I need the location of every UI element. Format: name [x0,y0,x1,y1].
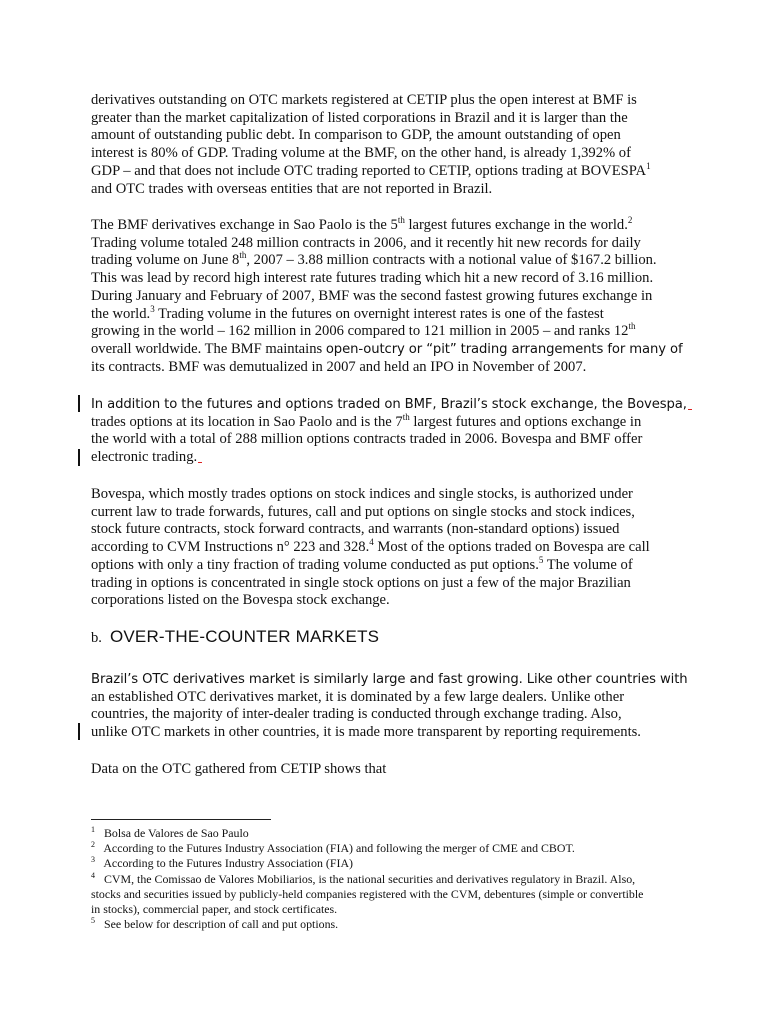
footnote-4-continued: in stocks), commercial paper, and stock certificates. [91,902,338,917]
text-segment: trading volume on June 8 [91,252,240,269]
text-line: During January and February of 2007, BMF was the second fastest growing futures exchange in [91,287,653,304]
paragraph-cetip-data [91,761,691,779]
footnote-text: According to the Futures Industry Association (FIA) [103,856,353,871]
text-line [91,323,691,341]
paragraph-bovespa-authorization [91,486,691,610]
section-title: OVER-THE-COUNTER MARKETS [109,627,380,646]
revision-change-bar [78,723,80,740]
footnote-text: Bolsa de Valores de Sao Paulo [103,826,249,840]
text-segment: The volume of [543,556,633,573]
ordinal-suffix: th [628,321,636,332]
section-heading [91,627,379,647]
footnote-3: $^3$ According to the Futures Industry Association (FIA) [91,855,353,871]
text-line: derivatives outstanding on OTC markets registered at CETIP plus the open interest at BMF is [91,92,637,108]
text-line: Trading volume totaled 248 million contracts in 2006, and it recently hit new records for daily [91,234,641,251]
footnote-text: According to the Futures Industry Association (FIA) and following the merger of CME and CBOT. [103,841,575,856]
paragraph-otc-market [91,671,691,742]
text-line [91,554,691,575]
footnote-4: $^4$ CVM, the Comissao de Valores Mobiliarios, is the national securities and derivatives regulatory in Brazil. Also, [91,870,636,886]
text-line: stock future contracts, stock forward contracts, and warrants (non-standard options) issued [91,521,620,538]
paragraph-bovespa-options [91,396,691,467]
text-segment: according to CVM Instructions n° 223 and 328. [91,539,370,556]
ordinal-suffix: th [239,250,247,261]
revision-change-bar [78,395,80,412]
text-segment: the world. [91,305,151,322]
text-line [91,396,691,414]
text-line: interest is 80% of GDP. Trading volume at the BMF, on the other hand, is already 1,392% of [91,145,631,162]
text-line: corporations listed on the Bovespa stock exchange. [91,592,390,609]
tracked-change-mark: . [193,449,198,466]
text-line: amount of outstanding public debt. In comparison to GDP, the amount outstanding of open [91,127,621,144]
footnote-text: CVM, the Comissao de Valores Mobiliarios, is the national securities and derivatives regulatory in Brazil. Also, [103,871,636,886]
text-line: its contracts. BMF was demutualized in 2007 and held an IPO in November of 2007. [91,358,587,375]
footnote-5: $^5$ See below for description of call and put options. [91,916,339,932]
text-segment: largest futures exchange in the world. [404,217,628,233]
paragraph-bmf-exchange [91,217,691,376]
text-segment: GDP – and that does not include OTC trading reported to CETIP, options trading at BOVESPA [91,162,647,179]
footnote-separator [91,819,271,820]
text-segment: largest futures and options exchange in [409,413,642,430]
text-line: and OTC trades with overseas entities that are not reported in Brazil. [91,180,493,197]
text-segment: electronic trading [91,449,194,466]
footnote-2: $^2$ According to the Futures Industry Association (FIA) and following the merger of CME and CBOT. [91,840,575,856]
footnote-ref-1[interactable]: 1 [646,160,651,171]
text-line: Brazil’s OTC derivatives market is similarly large and fast growing. Like other countries with [91,672,688,687]
text-line [91,160,691,181]
text-line: an established OTC derivatives market, it is dominated by a few large dealers. Unlike other [91,688,625,705]
text-segment: In addition to the futures and options traded on BMF, Brazil’s stock exchange, the Bovespa [91,397,683,412]
text-line [91,411,691,432]
revision-change-bar [78,449,80,466]
text-segment: Trading volume in the futures on overnight interest rates is one of the fastest [154,305,604,322]
text-line: the world with a total of 288 million options contracts traded in 2006. Bovespa and BMF offer [91,431,643,448]
text-line: countries, the majority of inter-dealer trading is conducted through exchange trading. Also, [91,706,622,723]
paragraph-otc-outstanding [91,92,691,198]
text-segment: The BMF derivatives exchange in Sao Paolo is the 5 [91,217,398,233]
text-segment: options with only a tiny fraction of trading volume conducted as put options. [91,556,539,573]
footnote-ref-3[interactable]: 3 [150,303,155,314]
section-letter: b. [91,630,102,646]
footnote-ref-5[interactable]: 5 [538,554,544,565]
text-line [91,303,691,324]
text-line [91,449,691,467]
footnote-ref-2[interactable]: 2 [627,215,633,226]
ordinal-suffix: th [397,215,405,226]
text-line [91,539,691,557]
text-segment: growing in the world – 162 million in 2006 compared to 121 million in 2005 – and ranks 12 [91,323,629,340]
text-line: Bovespa, which mostly trades options on stock indices and single stocks, is authorized under [91,486,633,502]
text-line [91,341,691,359]
footnotes [91,826,691,932]
spelling-marker [198,462,202,463]
footnote-4-continued: stocks and securities issued by publicly-held companies registered with the CVM, debentures (simple or convertible [91,886,644,901]
spelling-marker [688,409,692,410]
text-segment: Most of the options traded on Bovespa are call [373,539,650,556]
text-line: greater than the market capitalization of listed corporations in Brazil and it is larger than the [91,109,628,126]
text-segment: , 2007 – 3.88 million contracts with a notional value of $167.2 billion. [246,252,657,269]
footnote-text: See below for description of call and put options. [103,917,339,932]
text-segment: trades options at its location in Sao Paolo and is the 7 [91,413,403,430]
text-segment-sans: open-outcry or “pit” trading arrangements for many of [325,341,683,357]
text-line [91,217,691,235]
footnote-ref-4[interactable]: 4 [369,537,374,548]
text-line: current law to trade forwards, futures, call and put options on single stocks and stock indices, [91,503,635,520]
text-line: This was lead by record high interest rate futures trading which hit a new record of 3.16 million. [91,270,654,287]
text-line: trading in options is concentrated in single stock options on just a few of the major Brazilian [91,574,631,591]
ordinal-suffix: th [402,411,410,422]
text-line: unlike OTC markets in other countries, it is made more transparent by reporting requirements. [91,724,641,741]
text-line: Data on the OTC gathered from CETIP shows that [91,761,387,777]
text-line [91,252,691,270]
tracked-change-mark: , [682,397,687,412]
text-segment: overall worldwide. The BMF maintains [91,340,326,357]
footnote-1: $^1$ Bolsa de Valores de Sao Paulo [91,825,249,840]
